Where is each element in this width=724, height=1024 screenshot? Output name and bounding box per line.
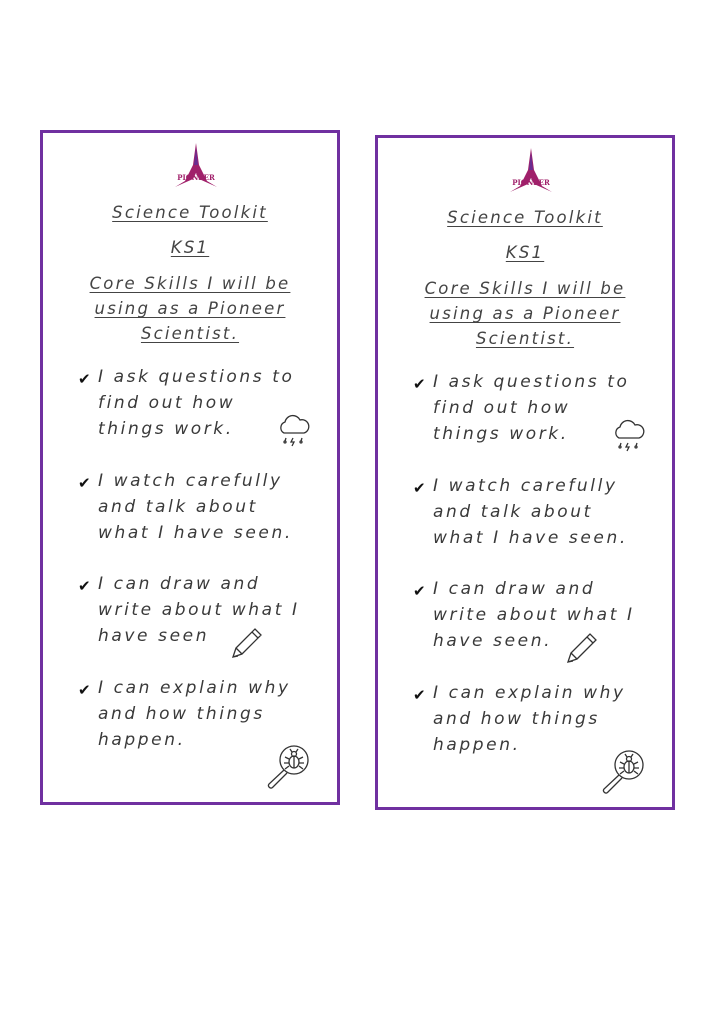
skill-text-line: and how things <box>98 704 265 724</box>
rain-cloud-icon <box>611 418 647 456</box>
subtitle-line: Core Skills I will be <box>424 279 626 298</box>
skill-text-line: what I have seen. <box>98 523 293 543</box>
subtitle-line: using as a Pioneer <box>94 299 286 318</box>
skill-text-line: I can explain why <box>433 683 626 703</box>
skill-text-line: find out how <box>98 393 236 413</box>
skill-text-line: I can draw and <box>98 574 261 594</box>
checkmark-icon: ✔ <box>78 370 91 388</box>
checkmark-icon: ✔ <box>413 375 426 393</box>
subtitle-line: using as a Pioneer <box>429 304 621 323</box>
skill-text-line: happen. <box>433 735 521 755</box>
bookmark-card-left <box>40 130 340 805</box>
skill-text-line: what I have seen. <box>433 528 628 548</box>
skill-text-line: and talk about <box>98 497 258 517</box>
checkmark-icon: ✔ <box>413 479 426 497</box>
skill-text-line: find out how <box>433 398 571 418</box>
magnifier-bug-icon <box>598 748 646 798</box>
checkmark-icon: ✔ <box>78 577 91 595</box>
checkmark-icon: ✔ <box>78 474 91 492</box>
checkmark-icon: ✔ <box>413 686 426 704</box>
card-title: Science Toolkit <box>112 203 268 222</box>
rain-cloud-icon <box>276 413 312 451</box>
card-title: Science Toolkit <box>447 208 603 227</box>
skill-text-line: have seen. <box>433 631 553 651</box>
skill-text-line: I ask questions to <box>433 372 630 392</box>
skill-text-line: and how things <box>433 709 600 729</box>
logo-text: PIONEER <box>512 178 550 187</box>
checkmark-icon: ✔ <box>78 681 91 699</box>
subtitle-line: Core Skills I will be <box>89 274 291 293</box>
skill-text-line: write about what I <box>433 605 635 625</box>
bookmark-card-right <box>375 135 675 810</box>
subtitle-line: Scientist. <box>140 324 240 343</box>
skill-text-line: write about what I <box>98 600 300 620</box>
magnifier-bug-icon <box>263 743 311 793</box>
skill-text-line: things work. <box>98 419 234 439</box>
pencil-icon <box>229 625 265 665</box>
skill-text-line: I watch carefully <box>98 471 283 491</box>
skill-text-line: I can explain why <box>98 678 291 698</box>
skill-text-line: I watch carefully <box>433 476 618 496</box>
skill-text-line: happen. <box>98 730 186 750</box>
key-stage-label: KS1 <box>170 238 210 257</box>
pioneer-logo <box>506 148 556 194</box>
logo-text: PIONEER <box>177 173 215 182</box>
skill-text-line: have seen <box>98 626 210 646</box>
subtitle-line: Scientist. <box>475 329 575 348</box>
pioneer-logo <box>171 143 221 189</box>
skill-text-line: I ask questions to <box>98 367 295 387</box>
skill-text-line: and talk about <box>433 502 593 522</box>
pencil-icon <box>564 630 600 670</box>
skill-text-line: I can draw and <box>433 579 596 599</box>
key-stage-label: KS1 <box>505 243 545 262</box>
skill-text-line: things work. <box>433 424 569 444</box>
checkmark-icon: ✔ <box>413 582 426 600</box>
